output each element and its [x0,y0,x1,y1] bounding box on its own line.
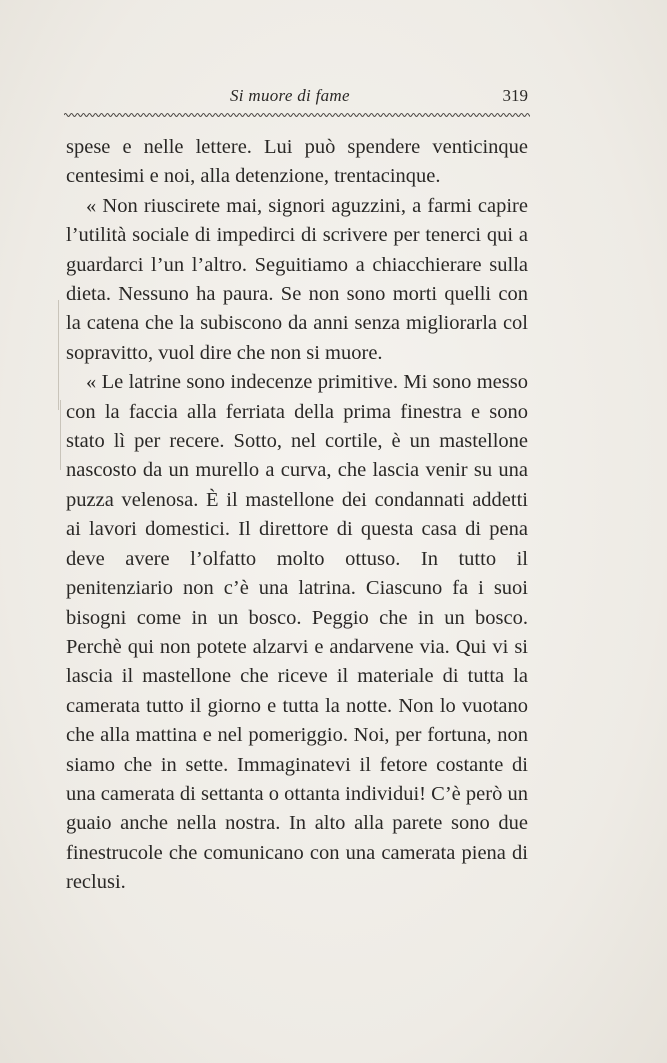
page-number: 319 [502,86,528,105]
paragraph: « Le latrine sono indecenze primitive. Mi sono messo con la faccia alla ferriata della prima finestra e sono stato lì per recere. Sotto, nel cortile, è un mastellone nascosto da un murello a curva, che lascia venir su una puzza velenosa. È il mastellone dei condannati addetti ai lavori domestici. Il direttore di questa casa di pena deve avere l’olfatto molto ottuso. In tutto il penitenziario non c’è una latrina. Ciascuno fa i suoi bisogni come in un bosco. Peggio che in un bosco. Perchè qui non potete alzarvi e andarvene via. Qui vi si lascia il mastellone che riceve il materiale di tutta la camerata tutto il giorno e tutta la notte. Non lo vuotano che alla mattina e nel pomeriggio. Noi, per fortuna, non siamo che in sette. Immaginatevi il fetore costante di una camerata di settanta o ottanta individui! C’è però un guaio anche nella nostra. In alto alla parete sono due finestrucole che comunicano con una camerata piena di reclusi. [66,371,528,894]
paragraph: spese e nelle lettere. Lui può spendere venticinque centesimi e noi, alla detenzione, trentacinque. [66,136,528,188]
margin-pencil-mark [60,400,61,470]
decorative-wavy-rule [64,110,530,120]
running-title: Si muore di fame [230,86,350,105]
margin-pencil-mark [58,300,59,410]
body-text [66,133,528,898]
paragraph: « Non riuscirete mai, signori aguzzini, a farmi capire l’utilità sociale di impedirci di scrivere per tenerci qui a guardarci l’un l’altro. Seguitiamo a chiacchierare sulla dieta. Nessuno ha paura. Se non sono morti quelli con la catena che la subiscono da anni senza migliorarla col sopravitto, vuol dire che non si muore. [66,194,528,364]
running-head [66,86,528,110]
